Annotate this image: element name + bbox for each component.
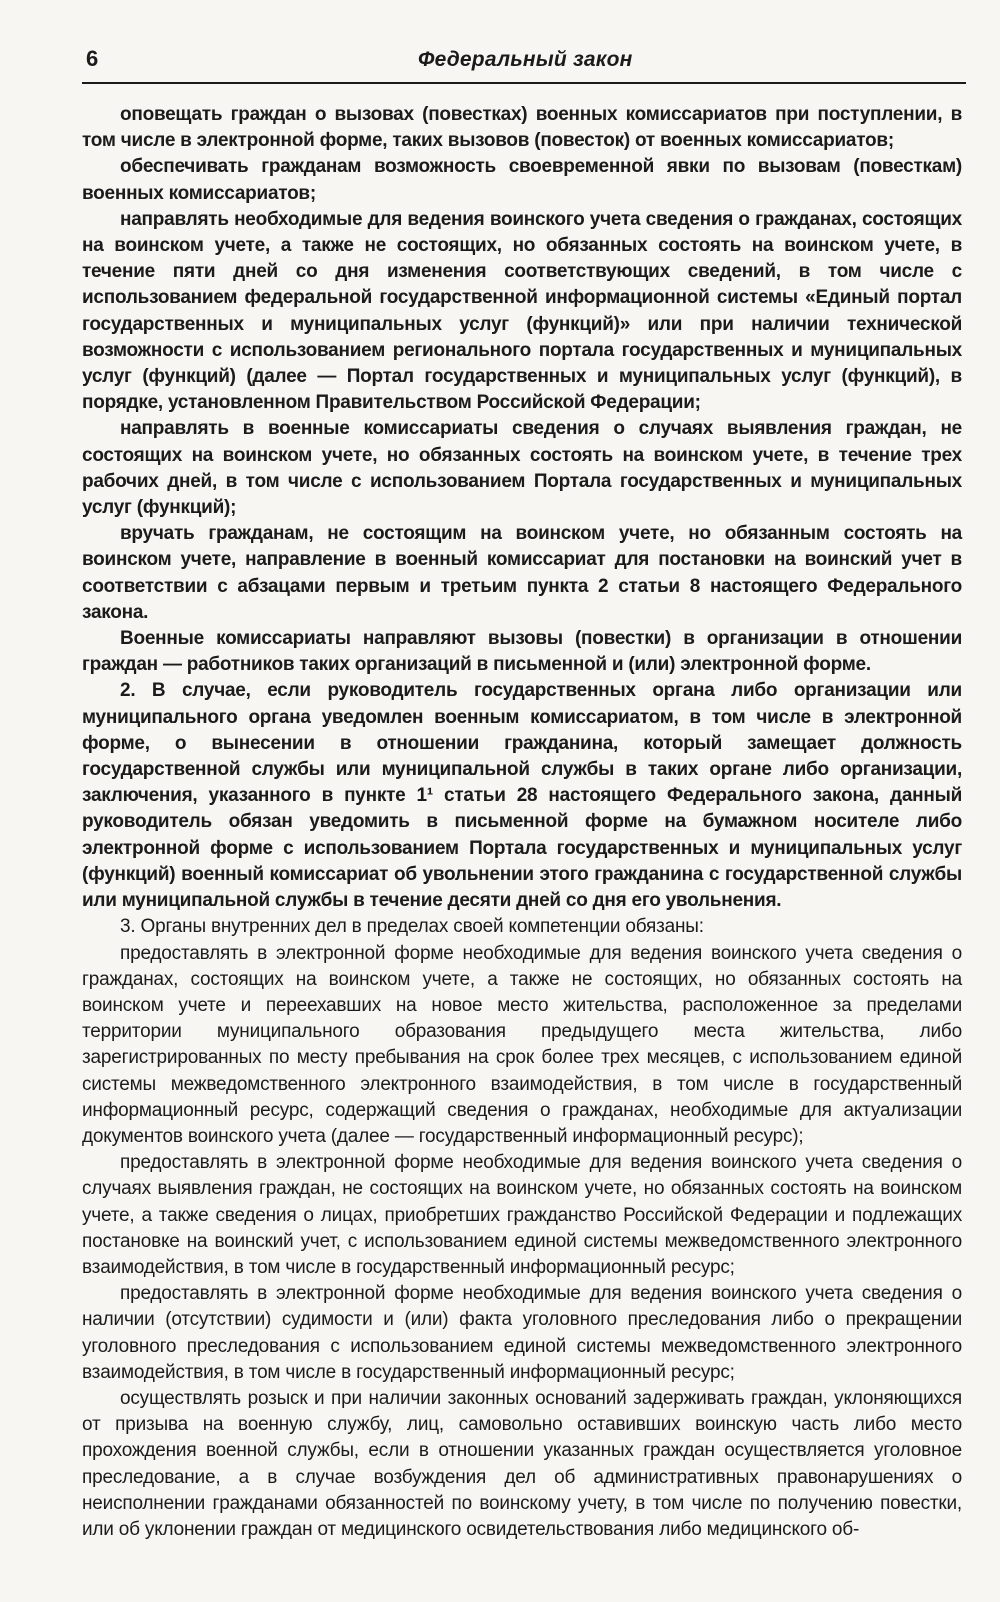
paragraph-provide-detection-info: предоставлять в электронной форме необходимые для ведения воинского учета сведения о случаях выявления граждан, не состоящих на воинском учете, но обязанных состоять на воинском учете, а также сведения о лицах, приобретших гражданство Российской Федерации и подлежащих постановке на воинский учет, с использованием единой системы межведомственного электронного взаимодействия, в том числе в государственный информационный ресурс; xyxy=(82,1152,962,1278)
body-text xyxy=(82,102,962,1543)
running-title: Федеральный закон xyxy=(418,48,633,71)
paragraph-send-unregistered-cases: направлять в военные комиссариаты сведения о случаях выявления граждан, не состоящих на воинском учете, но обязанных состоять на воинском учете, в течение трех рабочих дней, в том числе с использованием Портала государственных и муниципальных услуг (функций); xyxy=(82,418,962,519)
paragraph-clause-2: 2. В случае, если руководитель государственных органа либо организации или муниципального органа уведомлен военным комиссариатом, в том числе в электронной форме, о вынесении в отношении гражданина, который замещает должность государственной службы или муниципальной службы в таких органе либо организации, заключения, указанного в пункте 1¹ статьи 28 настоящего Федерального закона, данный руководитель обязан уведомить в письменной форме на бумажном носителе либо электронной форме с использованием Портала государственных и муниципальных услуг (функций) военный комиссариат об увольнении этого гражданина с государственной службы или муниципальной службы в течение десяти дней со дня его увольнения. xyxy=(82,680,962,912)
paragraph-send-registration-info: направлять необходимые для ведения воинского учета сведения о гражданах, состоящих на воинском учете, а также не состоящих, но обязанных состоять на воинском учете, в течение пяти дней со дня изменения соответствующих сведений, в том числе с использованием федеральной государственной информационной системы «Единый портал государственных и муниципальных услуг (функций)» или при наличии технической возможности с использованием регионального портала государственных и муниципальных услуг (функций) (далее — Портал государственных и муниципальных услуг (функций), в порядке, установленном Правительством Российской Федерации; xyxy=(82,208,962,414)
paragraph-clause-3: 3. Органы внутренних дел в пределах своей компетенции обязаны: xyxy=(120,916,704,938)
paragraph-ensure-appearance: обеспечивать гражданам возможность своевременной явки по вызовам (повесткам) военных комиссариатов; xyxy=(82,156,962,204)
page-header xyxy=(82,44,966,84)
paragraph-commissariat-summons: Военные комиссариаты направляют вызовы (повестки) в организации в отношении граждан — работников таких организаций в письменной и (или) электронной форме. xyxy=(82,628,962,676)
paragraph-search-and-detain: осуществлять розыск и при наличии законных оснований задерживать граждан, уклоняющихся от призыва на военную службу, лиц, самовольно оставивших воинскую часть либо место прохождения военной службы, если в отношении указанных граждан осуществляется уголовное преследование, а в случае возбуждения дел об административных правонарушениях о неисполнении гражданами обязанностей по воинскому учету, в том числе по получению повестки, или об уклонении граждан от медицинского освидетельствования либо медицинского об- xyxy=(82,1387,962,1540)
paragraph-notify-citizens: оповещать граждан о вызовах (повестках) военных комиссариатов при поступлении, в том числе в электронной форме, таких вызовов (повесток) от военных комиссариатов; xyxy=(82,104,962,152)
page-number: 6 xyxy=(86,46,99,71)
paragraph-hand-referral: вручать гражданам, не состоящим на воинском учете, но обязанным состоять на воинском учете, направление в военный комиссариат для постановки на воинский учет в соответствии с абзацами первым и третьим пункта 2 статьи 8 настоящего Федерального закона. xyxy=(82,523,962,623)
paragraph-provide-criminal-record-info: предоставлять в электронной форме необходимые для ведения воинского учета сведения о наличии (отсутствии) судимости и (или) факта уголовного преследования либо о прекращении уголовного преследования с использованием единой системы межведомственного электронного взаимодействия, в том числе в государственный информационный ресурс; xyxy=(82,1283,962,1383)
paragraph-provide-relocation-info: предоставлять в электронной форме необходимые для ведения воинского учета сведения о гражданах, состоящих на воинском учете, а также не состоящих, но обязанных состоять на воинском учете и переехавших на новое место жительства, расположенное за пределами территории муниципального образования предыдущего места жительства, либо зарегистрированных по месту пребывания на срок более трех месяцев, с использованием единой системы межведомственного электронного взаимодействия, в том числе в государственный информационный ресурс, содержащий сведения о гражданах, необходимые для актуализации документов воинского учета (далее — государственный информационный ресурс); xyxy=(82,942,962,1147)
